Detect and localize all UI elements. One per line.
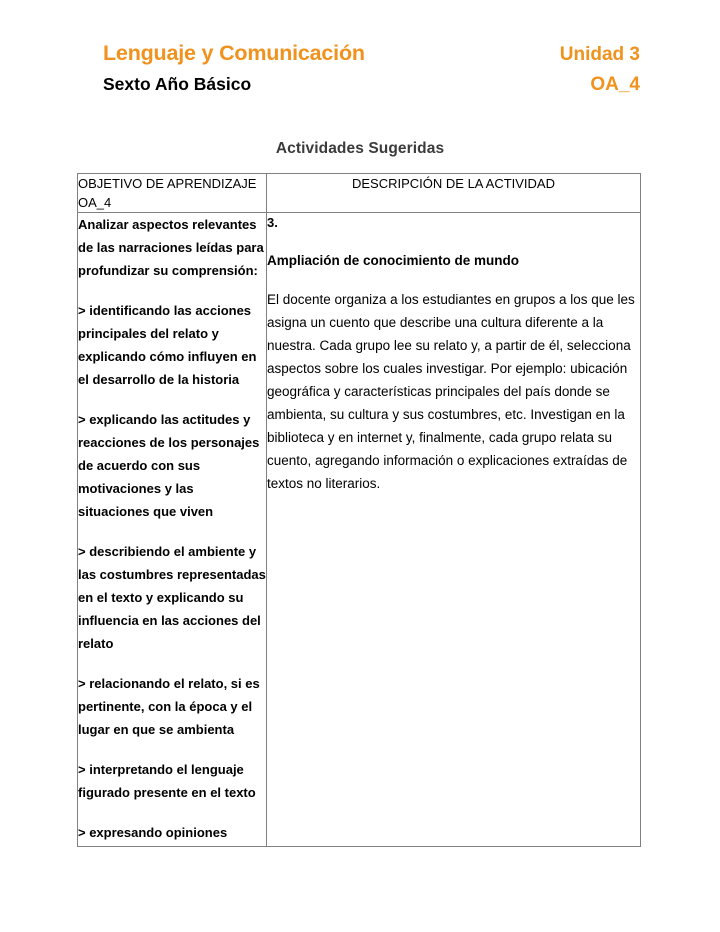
description-cell (267, 213, 641, 847)
subject-title: Lenguaje y Comunicación (103, 41, 365, 65)
section-title: Actividades Sugeridas (275, 140, 445, 157)
objective-paragraph: > identificando las acciones principales del relato y explicando cómo influyen en el desarrollo de la historia (78, 303, 257, 387)
objective-cell (78, 213, 267, 847)
activity-body-text: El docente organiza a los estudiantes en grupos a los que les asigna un cuento que describe una cultura diferente a la nuestra. Cada grupo lee su relato y, a partir de él, selecciona aspectos sobre los cuales investigar. Por ejemplo: ubicación geográfica y características principales del país donde se ambienta, su cultura y sus costumbres, etc. Investigan en la biblioteca y en internet y, finalmente, cada grupo relata su cuento, agregando información o explicaciones extraídas de textos no literarios. (267, 292, 635, 491)
grade-title: Sexto Año Básico (103, 74, 252, 94)
objective-paragraph: > explicando las actitudes y reacciones de los personajes de acuerdo con sus motivaciones y las situaciones que viven (78, 412, 260, 519)
header-line-secondary (103, 72, 640, 97)
objective-paragraph: > expresando opiniones (78, 825, 228, 840)
objective-paragraph: Analizar aspectos relevantes de las narraciones leídas para profundizar su comprensión: (78, 217, 264, 278)
table-header-row (78, 174, 641, 213)
activities-table (77, 173, 641, 847)
document-header (103, 40, 640, 97)
column-header-objective: OBJETIVO DE APRENDIZAJE OA_4 (78, 174, 267, 213)
objective-paragraph: > describiendo el ambiente y las costumbres representadas en el texto y explicando su influencia en las acciones del relato (78, 544, 266, 651)
oa-code-label: OA_4 (590, 74, 640, 95)
objective-paragraph: > interpretando el lenguaje figurado presente en el texto (78, 762, 256, 800)
activity-number: 3. (267, 215, 278, 230)
column-header-description: DESCRIPCIÓN DE LA ACTIVIDAD (267, 174, 641, 213)
unit-label: Unidad 3 (559, 44, 640, 65)
header-line-primary (103, 40, 640, 68)
objective-paragraph: > relacionando el relato, si es pertinente, con la época y el lugar en que se ambienta (78, 676, 260, 737)
activity-subtitle: Ampliación de conocimiento de mundo (267, 253, 520, 268)
table-row (78, 213, 641, 847)
